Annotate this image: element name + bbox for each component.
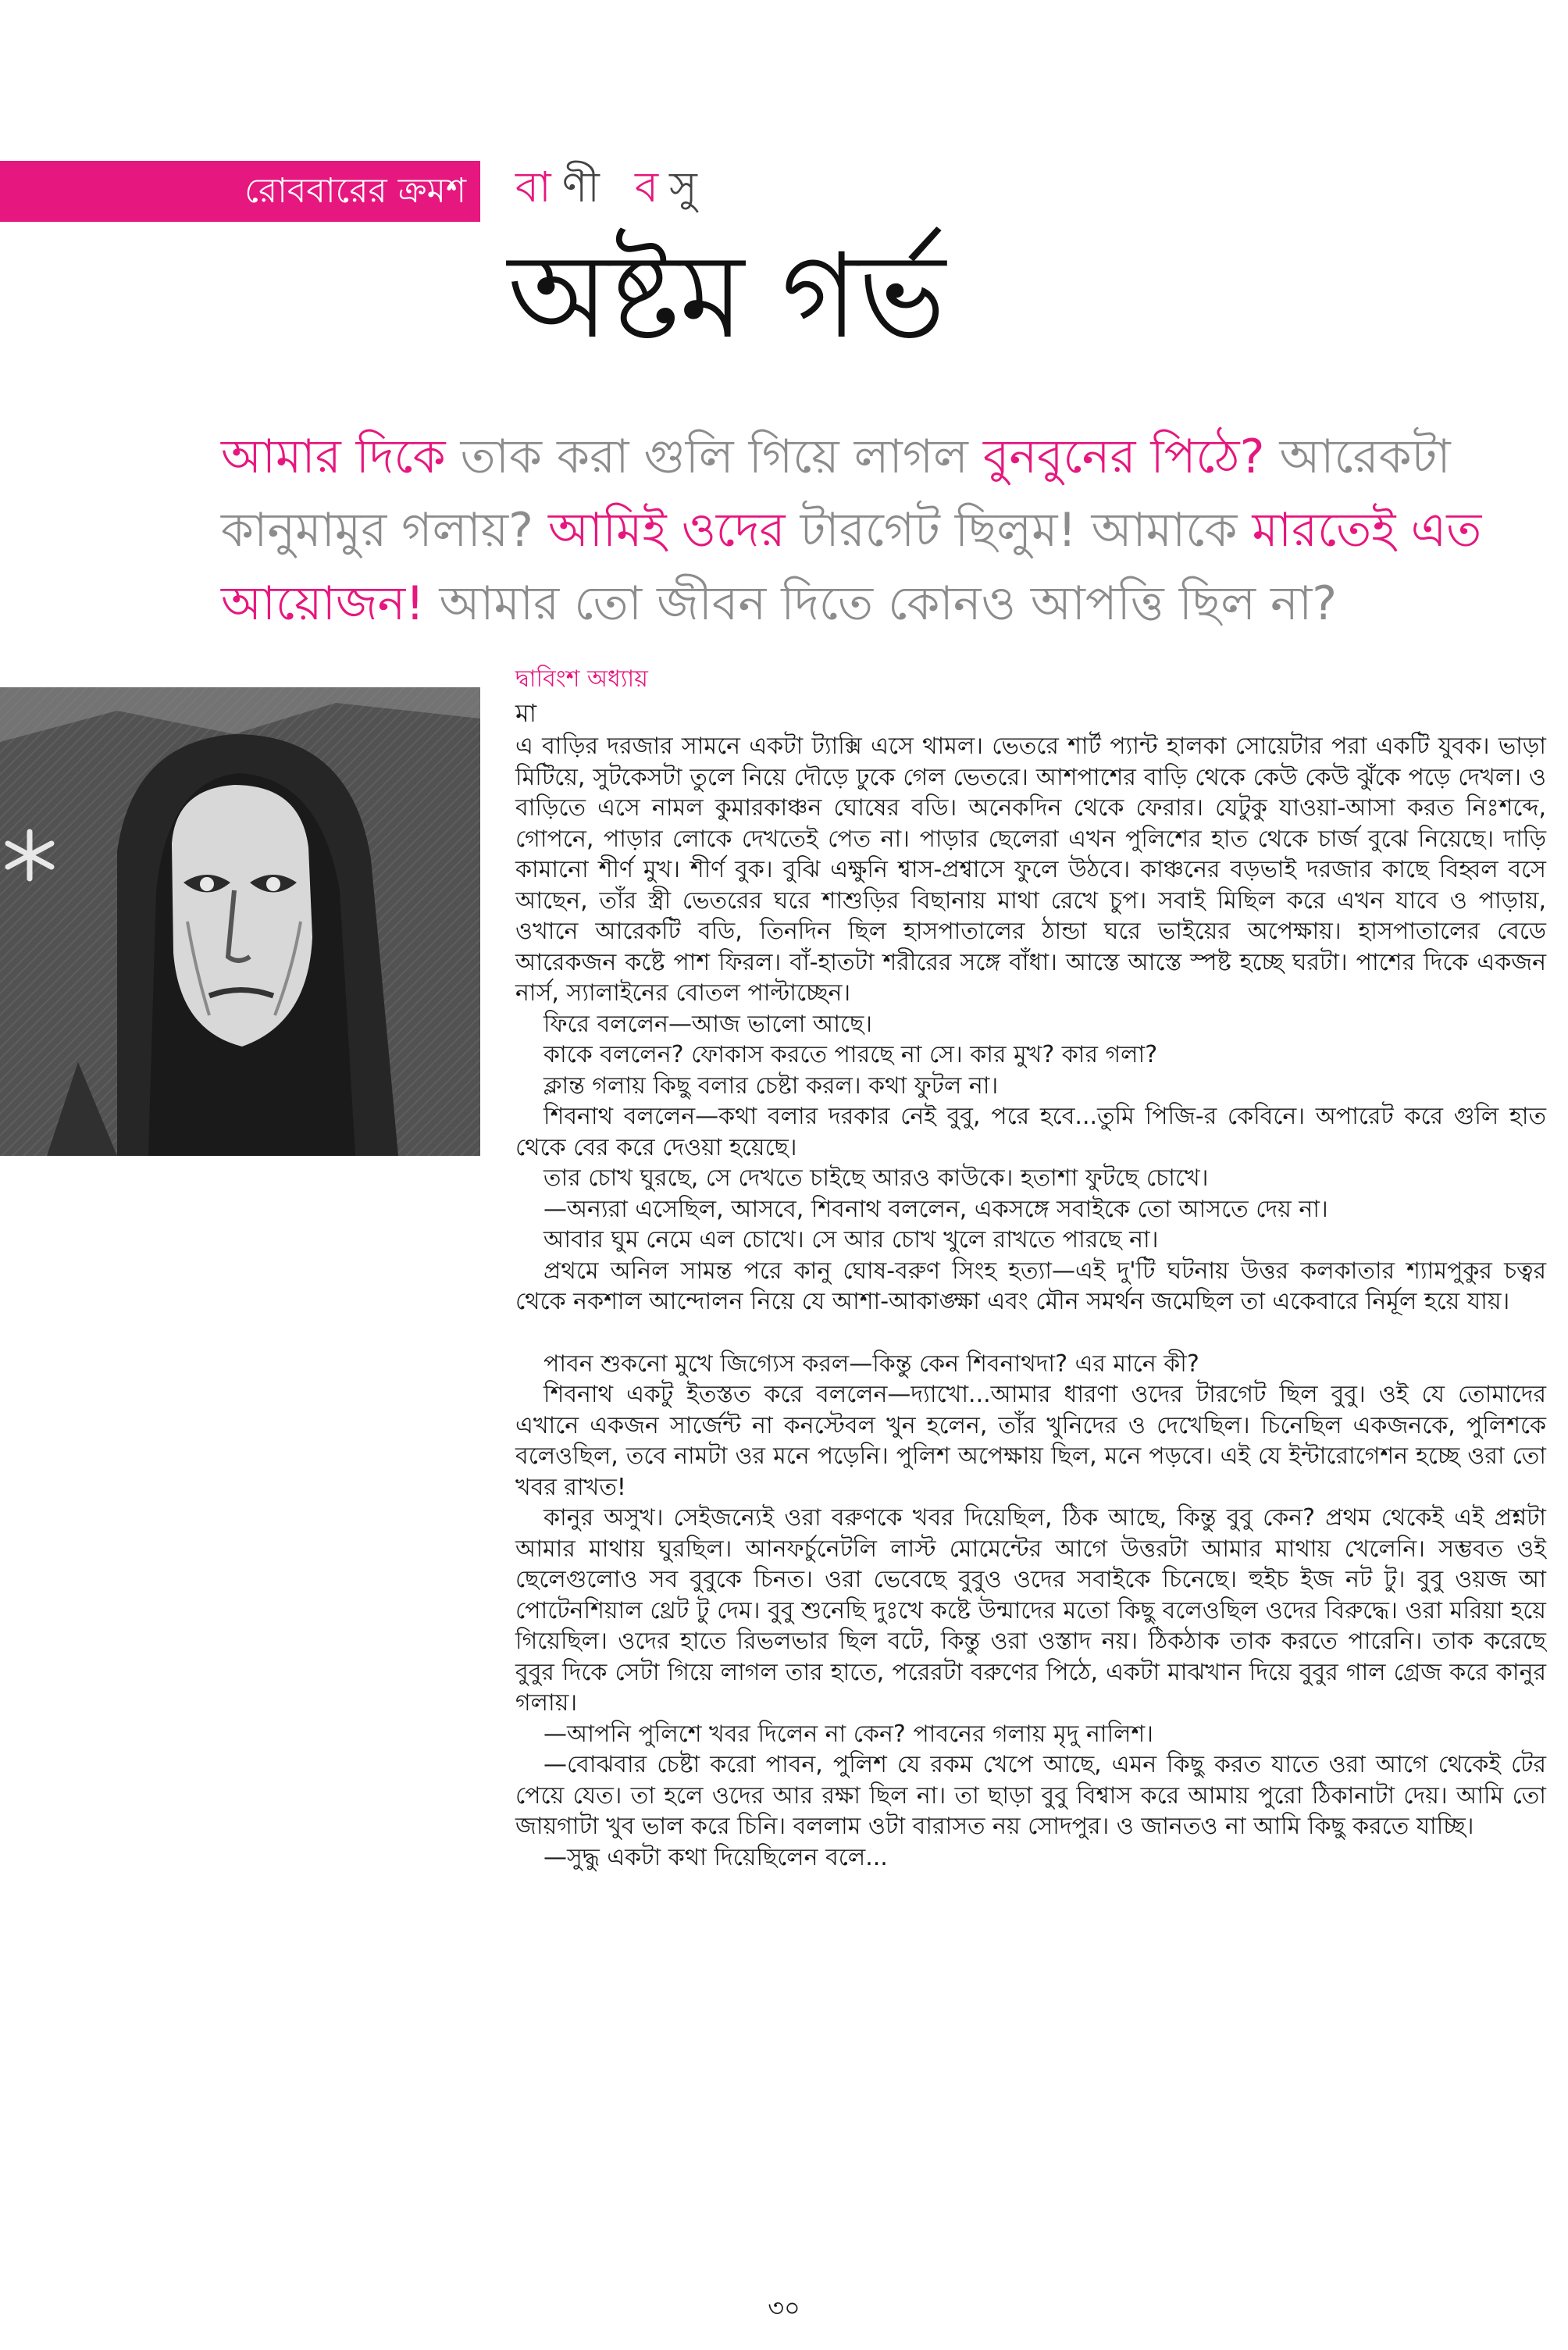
body-paragraph: —সুদ্ধু একটা কথা দিয়েছিলেন বলে... — [543, 1843, 888, 1871]
teaser-highlight: মারতেই এত আয়োজন! — [221, 503, 1482, 631]
section-label: মা — [515, 698, 537, 728]
body-paragraph: পাবন শুকনো মুখে জিগ্যেস করল—কিন্তু কেন শিবনাথদা? এর মানে কী? — [543, 1350, 1199, 1378]
author-name-part: ণী — [561, 162, 611, 212]
series-label: রোববারের ক্রমশ — [244, 171, 466, 211]
body-paragraph: কাকে বললেন? ফোকাস করতে পারছে না সে। কার মুখ? কার গলা? — [543, 1041, 1158, 1068]
chapter-heading: দ্বাবিংশ অধ্যায় — [515, 665, 648, 693]
teaser-text: টারগেট ছিলুম! আমাকে — [785, 503, 1253, 558]
series-banner — [0, 161, 480, 222]
body-paragraph: তার চোখ ঘুরছে, সে দেখতে চাইছে আরও কাউকে। হতাশা ফুটছে চোখে। — [543, 1164, 1209, 1192]
paragraph-spacer — [515, 1318, 1546, 1349]
body-paragraph: ক্লান্ত গলায় কিছু বলার চেষ্টা করল। কথা ফুটল না। — [543, 1072, 999, 1100]
author-name-part: বা — [515, 162, 562, 212]
page-number: ৩০ — [768, 2293, 800, 2323]
teaser-text: আরেকটা কানুমামুর গলায়? — [221, 430, 1451, 558]
body-paragraph: এ বাড়ির দরজার সামনে একটা ট্যাক্সি এসে থামল। ভেতরে শার্ট প্যান্ট হালকা সোয়েটার পরা একটি যুবক। ভাড়া মিটিয়ে, সুটকেসটা তুলে নিয়ে দৌড়ে ঢুকে গেল ভেতরে। আশপাশের বাড়ি থেকে কেউ কেউ ঝুঁকে পড়ে দেখল। ও বাড়িতে এসে নামল কুমারকাঞ্চন ঘোষের বডি। অনেকদিন থেকে ফেরার। যেটুকু যাওয়া-আসা করত নিঃশব্দে, গোপনে, পাড়ার লোকে দেখতেই পেত না। পাড়ার ছেলেরা এখন পুলিশের হাত থেকে চার্জ বুঝে নিয়েছে। দাড়ি কামানো শীর্ণ মুখ। শীর্ণ বুক। বুঝি এক্ষুনি শ্বাস-প্রশ্বাসে ফুলে উঠবে। কাঞ্চনের বড়ভাই দরজার কাছে বিহ্বল বসে আছেন, তাঁর স্ত্রী ভেতরের ঘরে শাশুড়ির বিছানায় মাথা রেখে চুপ। সবাই মিছিল করে এখন যাবে ও পাড়ায়, ওখানে আরেকটি বডি, তিনদিন ছিল হাসপাতালের ঠান্ডা ঘরে ভাইয়ের অপেক্ষায়। হাসপাতালের বেডে আরেকজন কষ্টে পাশ ফিরল। বাঁ-হাতটা শরীরের সঙ্গে বাঁধা। আস্তে আস্তে স্পষ্ট হচ্ছে ঘরটা। পাশের দিকে একজন নার্স, স্যালাইনের বোতল পাল্টাচ্ছেন। — [515, 733, 1546, 1007]
author-name-part: সু — [669, 162, 708, 212]
teaser-highlight: আমিই ওদের — [548, 503, 786, 558]
body-paragraph: ফিরে বললেন—আজ ভালো আছে। — [543, 1010, 872, 1038]
hooded-figure-illustration — [0, 687, 480, 1156]
body-paragraph: শিবনাথ বললেন—কথা বলার দরকার নেই বুবু, পরে হবে...তুমি পিজি-র কেবিনে। অপারেট করে গুলি হাত থেকে বের করে দেওয়া হয়েছে। — [515, 1103, 1546, 1161]
teaser-text: তাক করা গুলি গিয়ে লাগল — [445, 430, 983, 484]
body-paragraph: —বোঝবার চেষ্টা করো পাবন, পুলিশ যে রকম খেপে আছে, এমন কিছু করত যাতে ওরা আগে থেকেই টের পেয়ে যেত। তা হলে ওদের আর রক্ষা ছিল না। তা ছাড়া বুবু বিশ্বাস করে আমায় পুরো ঠিকানাটা দেয়। আমি তো জায়গাটা খুব ভাল করে চিনি। বললাম ওটা বারাসত নয় সোদপুর। ও জানতও না আমি কিছু করতে যাচ্ছি। — [515, 1751, 1546, 1840]
teaser-highlight: বুনবুনের পিঠে? — [982, 430, 1265, 484]
teaser-pullquote — [221, 420, 1502, 640]
body-paragraph: —আপনি পুলিশে খবর দিলেন না কেন? পাবনের গলায় মৃদু নালিশ। — [543, 1720, 1153, 1748]
body-paragraph: আবার ঘুম নেমে এল চোখে। সে আর চোখ খুলে রাখতে পারছে না। — [543, 1226, 1159, 1253]
body-paragraph: শিবনাথ একটু ইতস্তত করে বললেন—দ্যাখো...আমার ধারণা ওদের টারগেট ছিল বুবু। ওই যে তোমাদের এখানে একজন সার্জেন্ট না কনস্টেবল খুন হলেন, তাঁর খুনিদের ও দেখেছিল। চিনেছিল একজনকে, পুলিশকে বলেওছিল, তবে নামটা ওর মনে পড়েনি। পুলিশ অপেক্ষায় ছিল, মনে পড়বে। এই যে ইন্টারোগেশন হচ্ছে ওরা তো খবর রাখত! — [515, 1381, 1546, 1501]
author-name-part: ব — [635, 162, 670, 212]
teaser-text: আমার তো জীবন দিতে কোনও আপত্তি ছিল না? — [424, 576, 1338, 631]
article-body — [515, 731, 1546, 1873]
author-name — [515, 159, 708, 216]
story-title: অষ্টম গর্ভ — [508, 229, 946, 365]
story-illustration — [0, 687, 480, 1156]
body-paragraph: —অন্যরা এসেছিল, আসবে, শিবনাথ বললেন, একসঙ্গে সবাইকে তো আসতে দেয় না। — [543, 1195, 1328, 1223]
body-paragraph: প্রথমে অনিল সামন্ত পরে কানু ঘোষ-বরুণ সিংহ হত্যা—এই দু'টি ঘটনায় উত্তর কলকাতার শ্যামপুকুর চত্বর থেকে নকশাল আন্দোলন নিয়ে যে আশা-আকাঙ্ক্ষা এবং মৌন সমর্থন জমেছিল তা একেবারে নির্মূল হয়ে যায়। — [515, 1257, 1546, 1315]
teaser-highlight: আমার দিকে — [221, 430, 446, 484]
body-paragraph: কানুর অসুখ। সেইজন্যেই ওরা বরুণকে খবর দিয়েছিল, ঠিক আছে, কিন্তু বুবু কেন? প্রথম থেকেই এই প্রশ্নটা আমার মাথায় ঘুরছিল। আনফর্চুনেটলি লাস্ট মোমেন্টের আগে উত্তরটা আমার মাথায় খেলেনি। সম্ভবত ওই ছেলেগুলোও সব বুবুকে চিনত। ওরা ভেবেছে বুবুও ওদের সবাইকে চিনেছে। হুইচ ইজ নট টু। বুবু ওয়জ আ পোটেনশিয়াল থ্রেট টু দেম। বুবু শুনেছি দুঃখে কষ্টে উন্মাদের মতো কিছু বলেওছিল ওদের বিরুদ্ধে। ওরা মরিয়া হয়ে গিয়েছিল। ওদের হাতে রিভলভার ছিল বটে, কিন্তু ওরা ওস্তাদ নয়। ঠিকঠাক তাক করতে পারেনি। তাক করেছে বুবুর দিকে সেটা গিয়ে লাগল তার হাতে, পরেরটা বরুণের পিঠে, একটা মাঝখান দিয়ে বুবুর গাল গ্রেজ করে কানুর গলায়। — [515, 1504, 1546, 1717]
